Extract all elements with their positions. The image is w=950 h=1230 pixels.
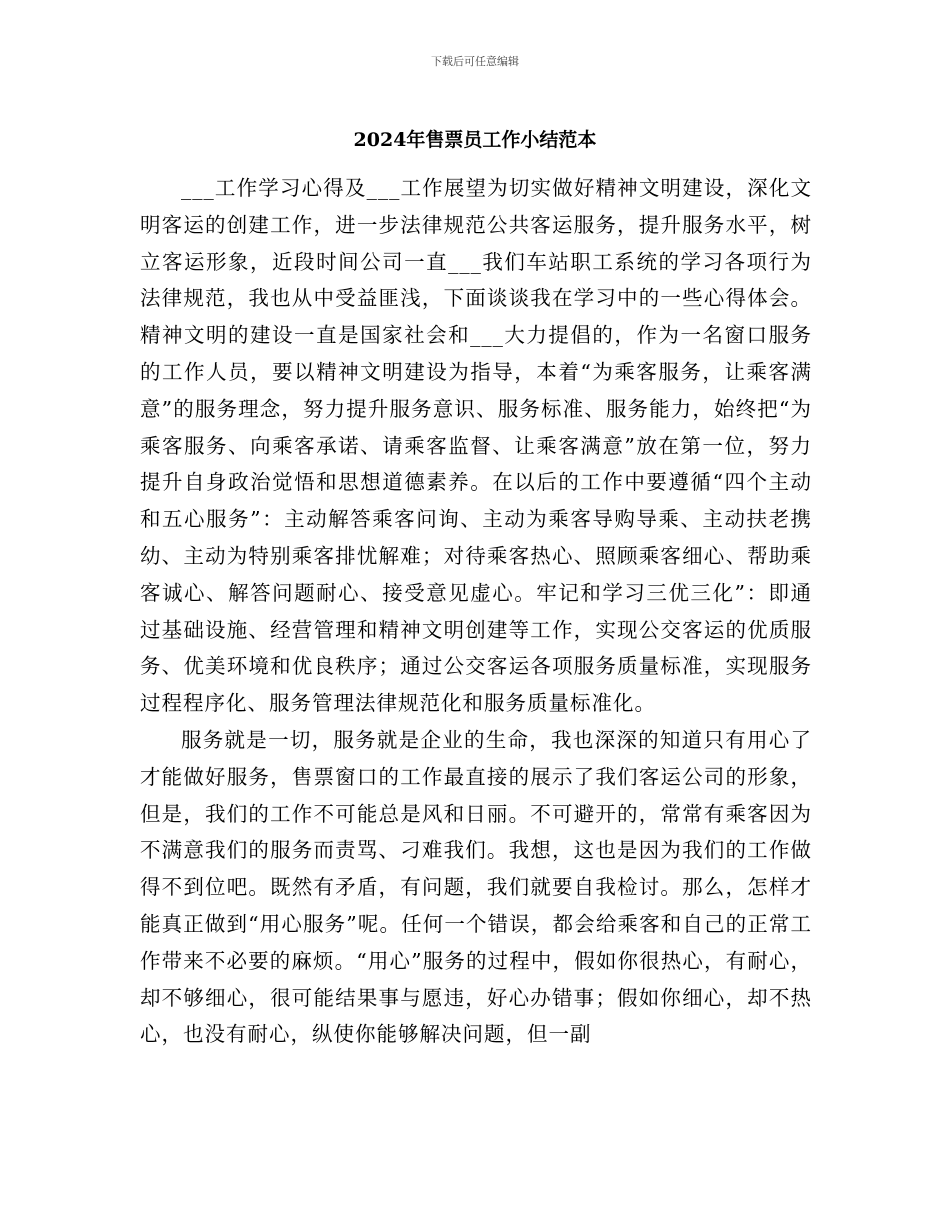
paragraph-1: ___工作学习心得及___工作展望为切实做好精神文明建设，深化文明客运的创建工作，进一步法律规范公共客运服务，提升服务水平，树立客运形象，近段时间公司一直___我们车站职工系统的学习各项行为法律规范，我也从中受益匪浅，下面谈谈我在学习中的一些心得体会。精神文明的建设一直是国家社会和___大力提倡的，作为一名窗口服务的工作人员，要以精神文明建设为指导，本着“为乘客服务，让乘客满意”的服务理念，努力提升服务意识、服务标准、服务能力，始终把“为乘客服务、向乘客承诺、请乘客监督、让乘客满意”放在第一位，努力提升自身政治觉悟和思想道德素养。在以后的工作中要遵循“四个主动和五心服务”：主动解答乘客问询、主动为乘客导购导乘、主动扶老携幼、主动为特别乘客排忧解难；对待乘客热心、照顾乘客细心、帮助乘客诚心、解答问题耐心、接受意见虚心。牢记和学习三优三化”：即通过基础设施、经营管理和精神文明创建等工作，实现公交客运的优质服务、优美环境和优良秩序；通过公交客运各项服务质量标准，实现服务过程程序化、服务管理法律规范化和服务质量标准化。 bbox=[140, 176, 812, 716]
document-title: 2024年售票员工作小结范本 bbox=[353, 129, 597, 151]
document-body bbox=[140, 170, 812, 1053]
header-note: 下载后可任意编辑 bbox=[431, 55, 519, 68]
paragraph-2: 服务就是一切，服务就是企业的生命，我也深深的知道只有用心了才能做好服务，售票窗口的工作最直接的展示了我们客运公司的形象，但是，我们的工作不可能总是风和日丽。不可避开的，常常有乘客因为不满意我们的服务而责骂、刁难我们。我想，这也是因为我们的工作做得不到位吧。既然有矛盾，有问题，我们就要自我检讨。那么，怎样才能真正做到“用心服务”呢。任何一个错误，都会给乘客和自己的正常工作带来不必要的麻烦。“用心”服务的过程中，假如你很热心，有耐心，却不够细心，很可能结果事与愿违，好心办错事；假如你细心，却不热心，也没有耐心，纵使你能够解决问题，但一副 bbox=[140, 727, 812, 1047]
